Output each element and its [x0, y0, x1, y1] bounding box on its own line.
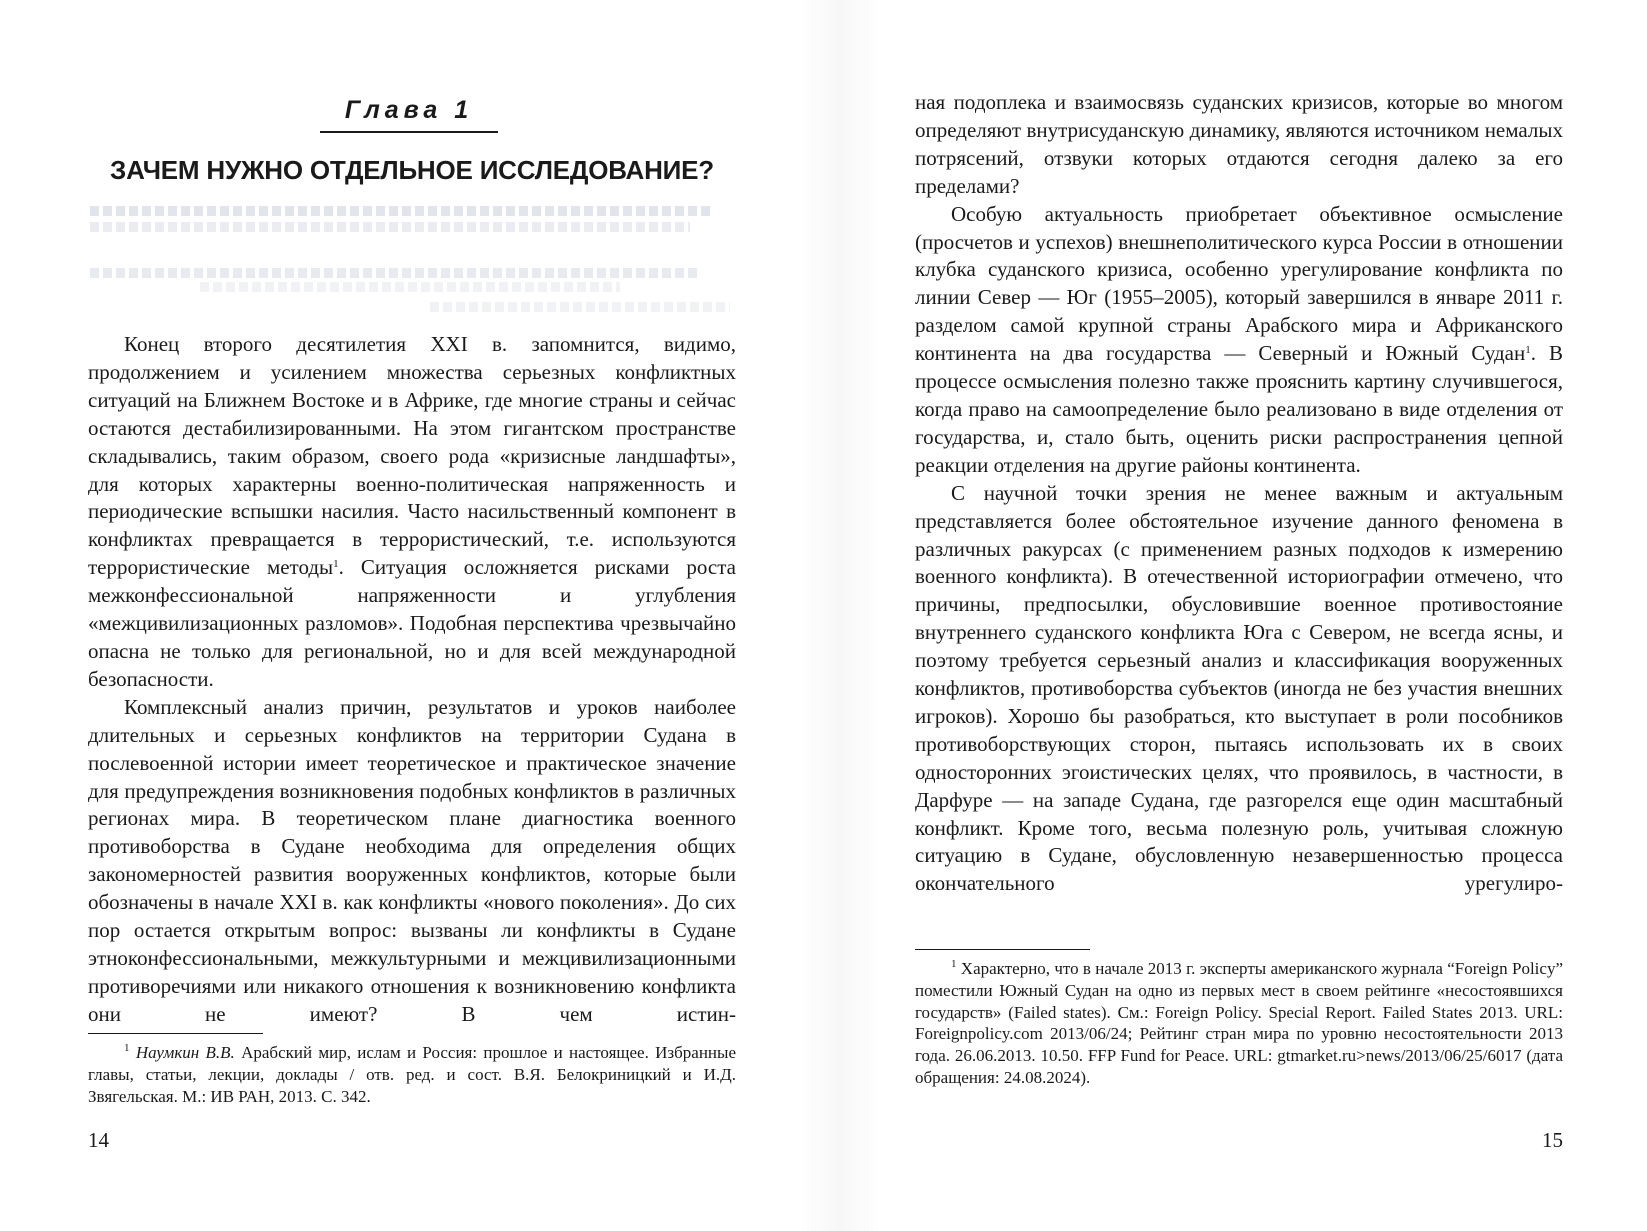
page-number: 15	[1542, 1128, 1563, 1152]
chapter-title: ЗАЧЕМ НУЖНО ОТДЕЛЬНОЕ ИССЛЕДОВАНИЕ?	[110, 155, 714, 185]
bleed-through-line	[200, 282, 620, 292]
footnote-number: 1	[124, 1042, 130, 1054]
paragraph: ная подоплека и взаимосвязь суданских кризисов, которые во многом определяют внутрисуданскую динамику, являются источником немалых потрясений, отзвуки которых отдаются сегодня далеко за его пределами?	[915, 90, 1563, 198]
footnote-author: Наумкин В.В.	[135, 1043, 235, 1062]
bleed-through-line	[90, 206, 710, 216]
left-page	[0, 0, 820, 1231]
left-body-text	[88, 331, 736, 1029]
footnote: $^1$ Наумкин В.В. Арабский мир, ислам и Россия: прошлое и настоящее. Избранные главы, статьи, лекции, доклады / отв. ред. и сост. В.Я. Белокриницкий и И.Д. Звягельская. М.: ИВ РАН, 2013. С. 342.	[88, 1042, 737, 1106]
bleed-through-line	[90, 268, 700, 278]
bleed-through-line	[430, 302, 730, 312]
footnote-ref: 1	[333, 558, 339, 571]
footnote-rule	[915, 949, 1090, 950]
footnote-rule	[88, 1033, 263, 1034]
paragraph: Конец второго десятилетия XXI в. запомнится, видимо, продолжением и усилением множества серьезных конфликтных ситуаций на Ближнем Востоке и в Африке, где многие страны и сейчас остаются дестабилизированными. На этом гигантском пространстве складывались, таким образом, своего рода «кризисные ландшафты», для которых характерны военно-политическая напряженность и периодические вспышки насилия. Часто насильственный компонент в конфликтах превращается в террористический, т.е. используются террористические методы$^1$. Ситуация осложняется рисками роста межконфессиональной напряженности и углубления «межцивилизационных разломов». Подобная перспектива чрезвычайно опасна не только для региональной, но и для всей международной безопасности.	[88, 332, 736, 691]
bleed-through-line	[90, 222, 690, 232]
footnote-ref: 1	[1525, 344, 1531, 357]
paragraph: Особую актуальность приобретает объективное осмысление (просчетов и успехов) внешнеполитического курса России в отношении клубка суданского кризиса, особенно урегулирование конфликта по линии Север — Юг (1955–2005), который завершился в январе 2011 г. разделом самой крупной страны Арабского мира и Африканского континента на два государства — Северный и Южный Судан$^1$. В процессе осмысления полезно также прояснить картину случившегося, когда право на самоопределение было реализовано в виде отделения от государства, и, стало быть, оценить риски распространения цепной реакции отделения на другие районы континента.	[915, 201, 1563, 477]
paragraph: Комплексный анализ причин, результатов и уроков наиболее длительных и серьезных конфликтов на территории Судана в послевоенной истории имеет теоретическое и практическое значение для предупреждения возникновения подобных конфликтов в различных регионах мира. В теоретическом плане диагностика военного противоборства в Судане необходима для определения общих закономерностей развития вооруженных конфликтов, которые были обозначены в начале XXI в. как конфликты «нового поколения». До сих пор остается открытым вопрос: вызваны ли конфликты в Судане этноконфессиональными, межкультурными и межцивилизационными противоречиями или никакого отношения к возникновению конфликта они не имеют? В чем истин-	[88, 694, 736, 1026]
page-number: 14	[88, 1128, 109, 1152]
footnote-number: 1	[951, 958, 957, 970]
right-body-text	[915, 89, 1563, 898]
footnote: $^1$ Характерно, что в начале 2013 г. эксперты американского журнала “Foreign Policy” поместили Южный Судан на одно из первых мест в своем рейтинге «несостоявшихся государств» (Failed states). См.: Foreign Policy. Special Report. Failed States 2013. URL: Foreignpolicy.com 2013/06/24; Рейтинг стран мира по уровню несостоятельности 2013 года. 26.06.2013. 10.50. FFP Fund for Peace. URL: gtmarket.ru>news/2013/06/25/6017 (дата обращения: 24.08.2024).	[915, 958, 1563, 1087]
chapter-label: Глава 1	[320, 96, 498, 133]
paragraph: С научной точки зрения не менее важным и актуальным представляется более обстоятельное изучение данного феномена в различных ракурсах (с применением разных подходов к измерению военного конфликта). В отечественной историографии отмечено, что причины, предпосылки, обусловившие военное противостояние внутреннего суданского конфликта Юга с Севером, не всегда ясны, и поэтому требуется серьезный анализ и классификация вооруженных конфликтов, противоборства субъектов (иногда не без участия внешних игроков). Хорошо бы разобраться, кто выступает в роли пособников противоборствующих сторон, пытаясь использовать их в своих односторонних эгоистических целях, что проявилось, в частности, в Дарфуре — на западе Судана, где разгорелся еще один масштабный конфликт. Кроме того, весьма полезную роль, учитывая сложную ситуацию в Судане, обусловленную незавершенностью процесса окончательного урегулиро-	[915, 480, 1563, 896]
right-page	[820, 0, 1647, 1231]
